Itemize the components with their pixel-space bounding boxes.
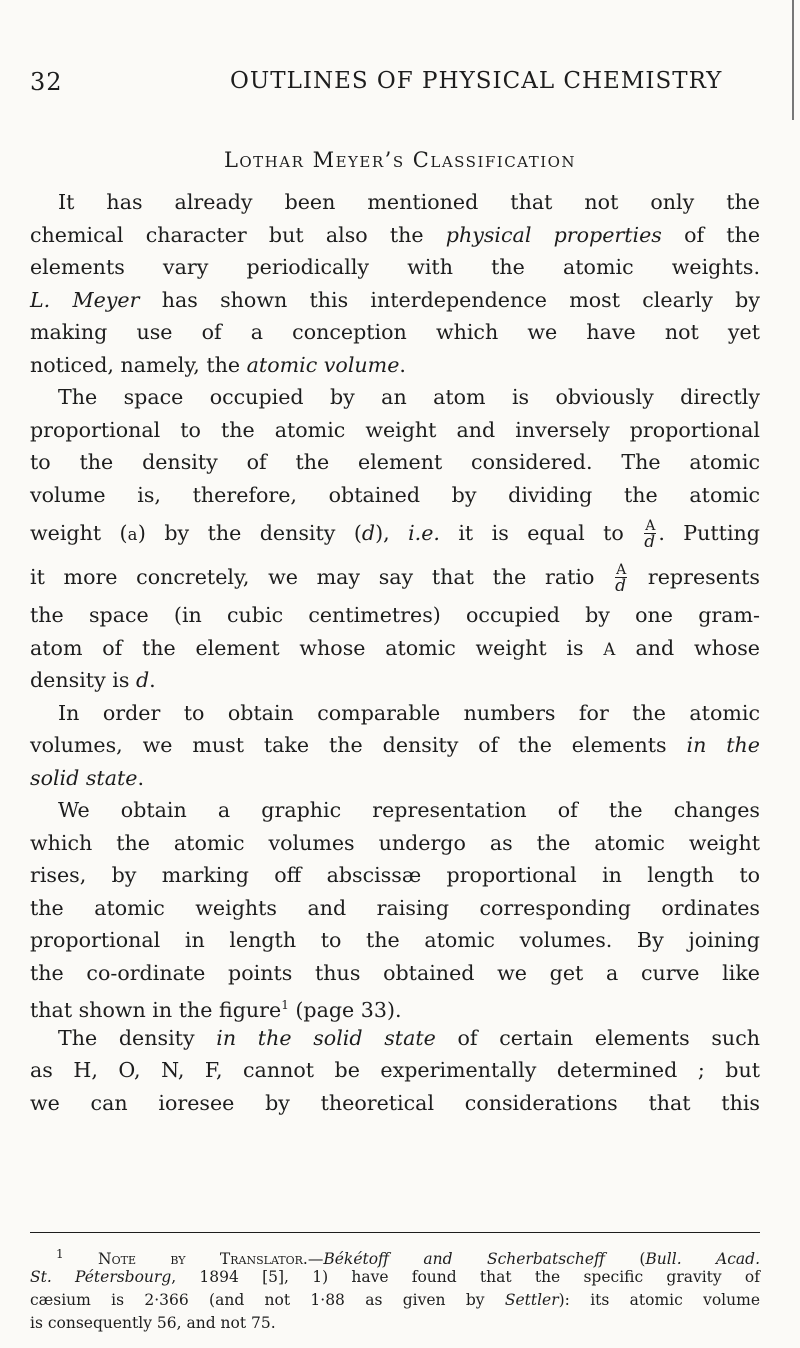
text-line: to the density of the element considered. The atomic — [30, 450, 760, 474]
running-title: OUTLINES OF PHYSICAL CHEMISTRY — [230, 68, 723, 94]
footnote-rule — [30, 1232, 760, 1233]
footnote — [30, 1243, 760, 1335]
footnote-line: cæsium is 2·366 (and not 1·88 as given by Settler): its atomic volume — [30, 1291, 760, 1309]
text-line: chemical character but also the physical properties of the — [30, 222, 761, 247]
text-line: rises, by marking off abscissæ proportional in length to — [30, 863, 760, 887]
footnote-line: is consequently 56, and not 75. — [30, 1314, 276, 1332]
text-line: the atomic weights and raising corresponding ordinates — [30, 895, 760, 920]
running-head — [30, 68, 770, 108]
text-line: noticed, namely, the atomic volume. — [30, 352, 406, 377]
text-line: proportional in length to the atomic volumes. By joining — [30, 928, 760, 952]
text-line: as H, O, N, F, cannot be experimentally determined ; but — [30, 1058, 760, 1082]
text-line: making use of a conception which we have not yet — [30, 320, 760, 344]
text-line: volumes, we must take the density of the elements in the — [30, 733, 760, 757]
text-line: density is d. — [30, 668, 156, 692]
text-line: proportional to the atomic weight and inversely proportional — [30, 417, 760, 442]
text-line: the space (in cubic centimetres) occupied by one gram- — [30, 603, 760, 627]
text-line: L. Meyer has shown this interdependence most clearly by — [30, 287, 760, 312]
fraction-a-over-d: $\frac{A}{d}$ — [644, 517, 656, 552]
footnote-marker: 1 — [281, 998, 289, 1012]
text-line: elements vary periodically with the atomic weights. — [30, 255, 760, 279]
footnote-line: $^1$ Note by Translator.—Békétoff and Scherbatscheff (Bull. Acad. — [56, 1247, 760, 1269]
page-number: 32 — [30, 68, 63, 96]
text-line: We obtain a graphic representation of the changes — [58, 798, 760, 822]
text-line: The space occupied by an atom is obviously directly — [58, 385, 760, 409]
text-line: weight (a) by the density (d), i.e. it is equal to $\frac{A}{d}$ . Putting — [30, 517, 760, 552]
text-line: solid state. — [30, 765, 145, 790]
footnote-line: St. Pétersbourg, 1894 [5], 1) have found that the specific gravity of — [30, 1268, 760, 1286]
text-line: It has already been mentioned that not only the — [58, 190, 760, 214]
text-line: In order to obtain comparable numbers for the atomic — [58, 700, 760, 725]
text-line: volume is, therefore, obtained by dividing the atomic — [30, 482, 760, 507]
text-line: atom of the element whose atomic weight is A and whose — [30, 635, 760, 660]
text-line: that shown in the figure$^1$ (page 33). — [30, 997, 402, 1022]
text-line: which the atomic volumes undergo as the atomic weight — [30, 830, 760, 855]
text-line: we can ioresee by theoretical considerations that this — [30, 1090, 760, 1115]
fraction-a-over-d: $\frac{A}{d}$ — [615, 561, 627, 596]
text-line: the co-ordinate points thus obtained we get a curve like — [30, 960, 760, 985]
text-line: it more concretely, we may say that the ratio $\frac{A}{d}$ represents — [30, 561, 761, 596]
page-edge-line — [792, 0, 794, 120]
section-title: Lothar Meyer’s Classification — [223, 148, 577, 172]
body-text — [30, 186, 760, 1119]
text-line: The density in the solid state of certain elements such — [58, 1025, 760, 1050]
